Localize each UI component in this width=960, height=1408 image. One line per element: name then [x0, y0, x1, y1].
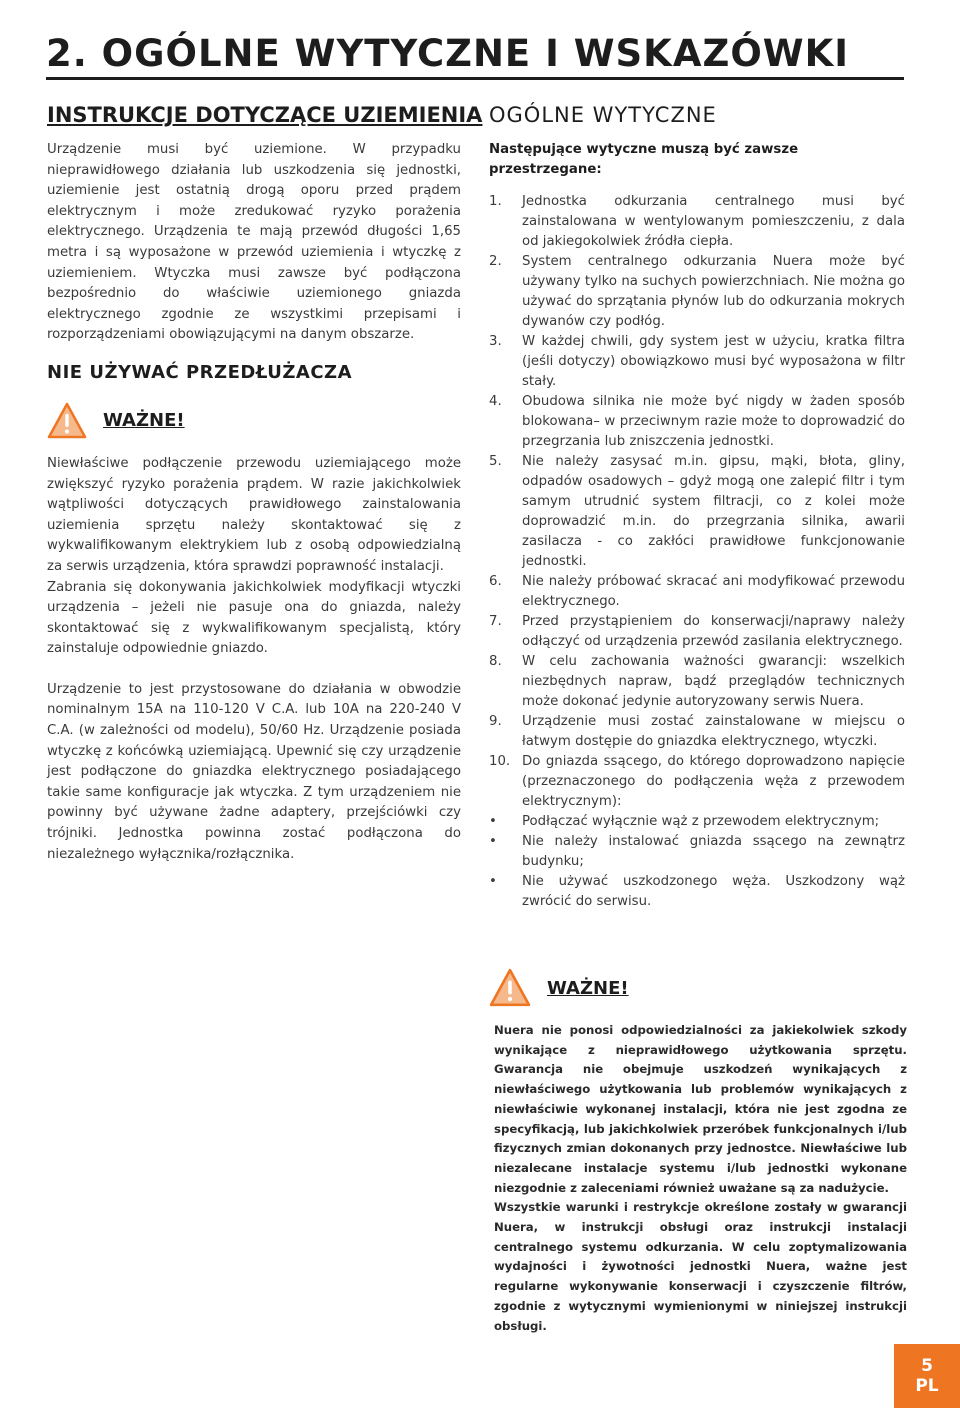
list-item-text: System centralnego odkurzania Nuera może być używany tylko na suchych powierzchniach. Nie można go używać do sprzątania płynów lub do odkurzania mokrych dywanów czy podłóg.	[522, 254, 905, 329]
list-item	[489, 832, 905, 872]
list-item	[489, 752, 905, 812]
left-column	[47, 100, 483, 865]
circuit-paragraph: Urządzenie to jest przystosowane do działania w obwodzie nominalnym 15A na 110-120 V C.A. lub 10A na 220-240 V C.A. (w zależności od modelu), 50/60 Hz. Urządzenie posiada wtyczkę z końcówką uziemiającą. Upewnić się czy urządzenie jest podłączone do gniazdka elektrycznego posiadającego takie same konfiguracje jak wtyczka. Z tym urządzeniem nie powinny być używane żadne adaptery, przejściówki czy trójniki. Jednostka powinna zostać podłączona do niezależnego wyłącznika/rozłącznika.	[47, 681, 461, 862]
list-item	[489, 392, 905, 452]
no-extension-heading: NIE UŻYWAĆ PRZEDŁUŻACZA	[47, 361, 353, 383]
warning-triangle-icon	[47, 402, 87, 440]
warning-paragraph: Niewłaściwe podłączenie przewodu uziemiającego może zwiększyć ryzyko porażenia prądem. W razie jakichkolwiek wątpliwości dotyczących prawidłowego zainstalowania uziemienia sprzętu należy skontaktować się z wykwalifikowanym elektrykiem lub z osobą odpowiedzialną za serwis urządzenia, która sprawdzi poprawność instalacji.	[47, 455, 461, 574]
list-item-text: Przed przystąpieniem do konserwacji/naprawy należy odłączyć od urządzenia przewód zasilania elektrycznego.	[522, 614, 905, 649]
list-item	[489, 252, 905, 332]
list-marker: 2.	[489, 254, 502, 269]
list-item-text: Nie należy instalować gniazda ssącego na zewnątrz budynku;	[522, 834, 905, 869]
list-item-text: W każdej chwili, gdy system jest w użyciu, kratka filtra (jeśli dotyczy) obowiązkowo musi być wyposażona w filtr stały.	[522, 334, 905, 389]
page-title: 2. OGÓLNE WYTYCZNE I WSKAZÓWKI	[46, 32, 850, 75]
warranty-paragraph: Wszystkie warunki i restrykcje określone zostały w gwarancji Nuera, w instrukcji obsługi oraz instrukcji instalacji centralnego systemu odkurzania. W celu zoptymalizowania wydajności i żywotności jednostki Nuera, ważne jest regularne wykonywanie konserwacji i czyszczenie filtrów, zgodnie z wytycznymi wymienionymi w niniejszej instrukcji obsługi.	[494, 1200, 907, 1333]
grounding-heading: INSTRUKCJE DOTYCZĄCE UZIEMIENIA	[47, 103, 483, 127]
list-marker: 6.	[489, 574, 502, 589]
list-item	[489, 872, 905, 912]
list-marker: 8.	[489, 654, 502, 669]
list-marker: 9.	[489, 714, 502, 729]
list-marker: •	[489, 814, 497, 829]
list-item-text: W celu zachowania ważności gwarancji: wszelkich niezbędnych napraw, bądź przeglądów technicznych może dokonać jedynie autoryzowany serwis Nuera.	[522, 654, 905, 709]
warning-header	[47, 398, 461, 444]
list-item-text: Obudowa silnika nie może być nigdy w żaden sposób blokowana– w przeciwnym razie może to doprowadzić do przegrzania lub zniszczenia jednostki.	[522, 394, 905, 449]
warning-label: WAŻNE!	[103, 410, 185, 432]
liability-paragraph: Nuera nie ponosi odpowiedzialności za jakiekolwiek szkody wynikające z nieprawidłowego użytkowania sprzętu. Gwarancja nie obejmuje uszkodzeń wynikających z niewłaściwego użytkowania lub problemów wynikających z niewłaściwie wykonanej instalacji, która nie jest zgodna ze specyfikacją, lub jakichkolwiek przeróbek funkcjonalnych i/lub fizycznych zmian dokonanych przy jednostce. Niewłaściwe lub niezalecane instalacje systemu i/lub jednostki wykonane niezgodnie z zaleceniami również uważane są za nadużycie.	[494, 1023, 907, 1195]
list-item	[489, 192, 905, 252]
list-marker: 4.	[489, 394, 502, 409]
guidelines-lead: Następujące wytyczne muszą być zawsze przestrzegane:	[489, 142, 799, 177]
list-item	[489, 652, 905, 712]
list-item	[489, 572, 905, 612]
list-item-text: Jednostka odkurzania centralnego musi być zainstalowana w wentylowanym pomieszczeniu, z dala od jakiegokolwiek źródła ciepła.	[522, 194, 905, 249]
list-item	[489, 612, 905, 652]
list-marker: 5.	[489, 454, 502, 469]
list-item-text: Podłączać wyłącznie wąż z przewodem elektrycznym;	[522, 814, 880, 829]
list-item	[489, 452, 905, 572]
list-marker: 10.	[489, 754, 511, 769]
list-marker: •	[489, 874, 497, 889]
list-item	[489, 712, 905, 752]
list-item-text: Urządzenie musi zostać zainstalowane w miejscu o łatwym dostępie do gniazdka elektrycznego, wtyczki.	[522, 714, 905, 749]
list-item-text: Nie należy próbować skracać ani modyfikować przewodu elektrycznego.	[522, 574, 905, 609]
list-marker: •	[489, 834, 497, 849]
list-marker: 3.	[489, 334, 502, 349]
general-guidelines-heading: OGÓLNE WYTYCZNE	[489, 103, 717, 127]
page-number-badge	[894, 1344, 960, 1408]
list-item	[489, 332, 905, 392]
language-code: PL	[915, 1376, 939, 1396]
grounding-paragraph: Urządzenie musi być uziemione. W przypadku nieprawidłowego działania lub uszkodzenia się jednostki, uziemienie jest ostatnią drogą oporu przed prądem elektrycznym i może zredukować ryzyko porażenia elektrycznego. Urządzenia te mają przewód długości 1,65 metra i są wyposażone w przewód uziemienia i wtyczkę z uziemieniem. Wtyczka musi zawsze być podłączona bezpośrednio do właściwie uziemionego gniazda elektrycznego zgodnie ze wszystkimi przepisami i rozporządzeniami obowiązującymi na danym obszarze.	[47, 142, 461, 343]
list-item-text: Do gniazda ssącego, do którego doprowadzono napięcie (przeznaczonego do podłączenia węża z przewodem elektrycznym):	[522, 754, 905, 809]
page-number: 5	[921, 1356, 933, 1376]
right-column	[489, 100, 905, 912]
liability-warning	[489, 965, 907, 1336]
list-marker: 1.	[489, 194, 502, 209]
list-item-text: Nie używać uszkodzonego węża. Uszkodzony wąż zwrócić do serwisu.	[522, 874, 905, 909]
warning-triangle-icon	[489, 968, 531, 1008]
guidelines-list	[489, 192, 905, 912]
title-underline	[46, 77, 904, 80]
warning-header	[489, 965, 907, 1011]
list-marker: 7.	[489, 614, 502, 629]
list-item	[489, 812, 905, 832]
modification-paragraph: Zabrania się dokonywania jakichkolwiek modyfikacji wtyczki urządzenia – jeżeli nie pasuje ona do gniazda, należy skontaktować się z wykwalifikowanym specjalistą, który zainstaluje odpowiednie gniazdo.	[47, 579, 461, 657]
warning-label: WAŻNE!	[547, 977, 629, 999]
list-item-text: Nie należy zasysać m.in. gipsu, mąki, błota, gliny, odpadów osadowych – gdyż mogą one zalepić filtr i tym samym utrudnić system filtracji, co z kolei może doprowadzić m.in. do przegrzania silnika, awarii zasilacza - co zakłóci prawidłowe funkcjonowanie jednostki.	[522, 454, 905, 569]
